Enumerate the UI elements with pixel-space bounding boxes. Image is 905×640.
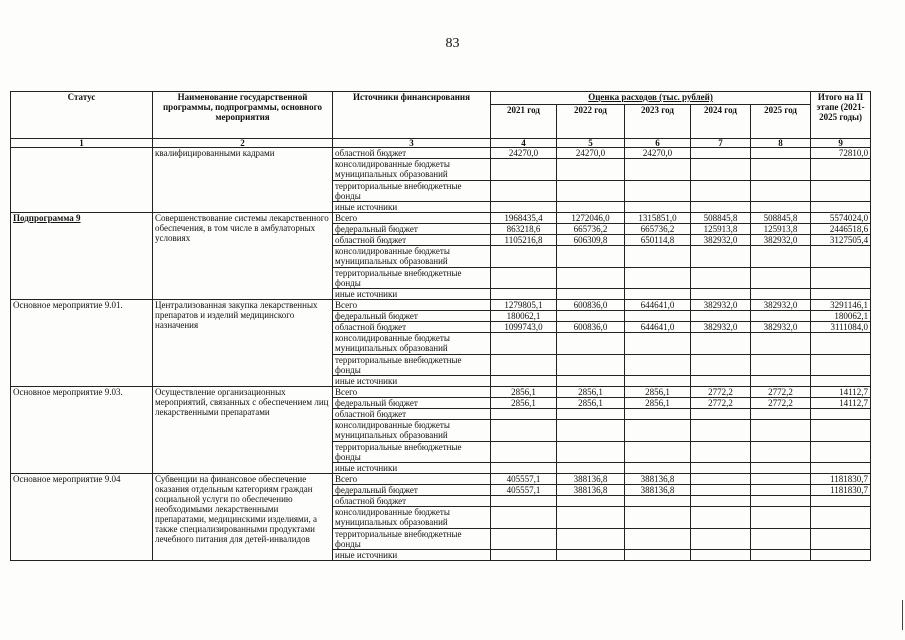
row-year-value — [491, 159, 557, 181]
row-year-value — [625, 333, 691, 355]
row-year-value — [625, 463, 691, 474]
row-year-value — [491, 529, 557, 550]
row-year-value — [751, 181, 811, 202]
row-year-value — [691, 159, 751, 181]
row-year-value: 2772,2 — [751, 387, 811, 398]
row-year-value — [751, 463, 811, 474]
row-year-value: 606309,8 — [557, 235, 625, 246]
row-year-value: 382932,0 — [751, 235, 811, 246]
row-total-value: 1181830,7 — [811, 485, 871, 496]
row-year-value — [491, 246, 557, 268]
row-year-value — [751, 442, 811, 463]
header-row-top — [11, 92, 871, 105]
row-source: областной бюджет — [333, 409, 491, 420]
row-year-value: 388136,8 — [557, 485, 625, 496]
row-year-value: 388136,8 — [625, 485, 691, 496]
row-year-value: 24270,0 — [557, 148, 625, 159]
budget-table — [10, 91, 871, 561]
row-year-value: 388136,8 — [557, 474, 625, 485]
row-year-value — [691, 507, 751, 529]
row-year-value — [625, 311, 691, 322]
row-year-value — [491, 333, 557, 355]
row-year-value — [557, 463, 625, 474]
row-source: территориальные внебюджетные фонды — [333, 181, 491, 202]
row-source: консолидированные бюджеты муниципальных образований — [333, 420, 491, 442]
page-number: 83 — [445, 36, 460, 51]
row-total-value — [811, 463, 871, 474]
row-year-value: 2772,2 — [751, 398, 811, 409]
row-year-value: 2772,2 — [691, 387, 751, 398]
row-year-value: 1315851,0 — [625, 213, 691, 224]
row-year-value — [751, 202, 811, 213]
header-year: 2021 год — [491, 105, 557, 139]
row-source: иные источники — [333, 550, 491, 561]
header-index: 4 — [491, 139, 557, 148]
row-year-value — [491, 496, 557, 507]
row-year-value — [625, 496, 691, 507]
row-total-value — [811, 409, 871, 420]
row-total-value: 14112,7 — [811, 398, 871, 409]
row-year-value — [491, 420, 557, 442]
row-year-value — [557, 550, 625, 561]
row-total-value — [811, 376, 871, 387]
row-year-value — [557, 159, 625, 181]
row-total-value — [811, 496, 871, 507]
row-year-value — [691, 246, 751, 268]
row-total-value: 14112,7 — [811, 387, 871, 398]
row-year-value — [751, 289, 811, 300]
row-year-value: 2856,1 — [625, 398, 691, 409]
row-year-value — [691, 355, 751, 376]
row-year-value — [491, 463, 557, 474]
row-status — [11, 148, 153, 213]
row-year-value: 125913,8 — [691, 224, 751, 235]
row-year-value — [491, 507, 557, 529]
header-year: 2023 год — [625, 105, 691, 139]
row-year-value — [691, 485, 751, 496]
row-year-value: 508845,8 — [691, 213, 751, 224]
row-source: иные источники — [333, 376, 491, 387]
row-total-value — [811, 507, 871, 529]
table-row — [11, 213, 871, 224]
row-year-value — [625, 529, 691, 550]
row-year-value — [557, 442, 625, 463]
row-year-value — [751, 496, 811, 507]
row-year-value — [625, 268, 691, 289]
row-total-value: 2446518,6 — [811, 224, 871, 235]
row-year-value — [751, 159, 811, 181]
row-year-value — [691, 474, 751, 485]
header-index-row — [11, 139, 871, 148]
row-year-value — [557, 181, 625, 202]
row-status: Основное мероприятие 9.04 — [11, 474, 153, 561]
row-year-value: 2856,1 — [625, 387, 691, 398]
row-total-value — [811, 181, 871, 202]
row-source: консолидированные бюджеты муниципальных образований — [333, 333, 491, 355]
row-year-value — [491, 409, 557, 420]
header-year: 2025 год — [751, 105, 811, 139]
row-year-value — [557, 311, 625, 322]
row-year-value — [491, 289, 557, 300]
row-year-value — [751, 507, 811, 529]
row-year-value — [557, 268, 625, 289]
row-year-value — [625, 159, 691, 181]
row-year-value: 1099743,0 — [491, 322, 557, 333]
row-total-value — [811, 442, 871, 463]
row-year-value — [751, 333, 811, 355]
header-index: 7 — [691, 139, 751, 148]
row-year-value — [751, 420, 811, 442]
row-year-value: 1279805,1 — [491, 300, 557, 311]
row-total-value — [811, 420, 871, 442]
row-total-value — [811, 355, 871, 376]
row-year-value — [691, 420, 751, 442]
row-year-value: 2856,1 — [557, 398, 625, 409]
row-year-value — [625, 246, 691, 268]
row-year-value — [625, 202, 691, 213]
row-year-value: 2856,1 — [491, 387, 557, 398]
row-year-value: 382932,0 — [691, 322, 751, 333]
row-name: Субвенции на финансовое обеспечение оказания отдельным категориям граждан социальной услуги по обеспечению необходимыми лекарственными препаратами, медицинскими изделиями, а также специализированными продуктами лечебного питания для детей-инвалидов — [153, 474, 333, 561]
table-row — [11, 387, 871, 398]
row-year-value: 405557,1 — [491, 474, 557, 485]
row-year-value — [625, 355, 691, 376]
row-source: иные источники — [333, 463, 491, 474]
row-year-value — [625, 376, 691, 387]
row-total-value — [811, 202, 871, 213]
row-source: Всего — [333, 474, 491, 485]
row-source: федеральный бюджет — [333, 311, 491, 322]
row-year-value: 665736,2 — [557, 224, 625, 235]
row-year-value: 1105216,8 — [491, 235, 557, 246]
row-year-value — [751, 148, 811, 159]
row-year-value: 1968435,4 — [491, 213, 557, 224]
header-index: 8 — [751, 139, 811, 148]
row-year-value: 24270,0 — [491, 148, 557, 159]
header-index: 6 — [625, 139, 691, 148]
row-total-value: 72810,0 — [811, 148, 871, 159]
row-year-value — [691, 529, 751, 550]
row-year-value — [557, 246, 625, 268]
row-year-value: 382932,0 — [691, 235, 751, 246]
row-total-value — [811, 159, 871, 181]
row-total-value — [811, 246, 871, 268]
header-year: 2024 год — [691, 105, 751, 139]
row-year-value — [691, 268, 751, 289]
row-total-value: 3127505,4 — [811, 235, 871, 246]
row-year-value: 2856,1 — [491, 398, 557, 409]
header-index: 9 — [811, 139, 871, 148]
row-source: федеральный бюджет — [333, 485, 491, 496]
row-year-value: 382932,0 — [751, 300, 811, 311]
row-total-value — [811, 333, 871, 355]
row-year-value — [557, 202, 625, 213]
row-year-value: 600836,0 — [557, 322, 625, 333]
row-year-value — [557, 507, 625, 529]
table-body — [11, 148, 871, 561]
row-source: областной бюджет — [333, 148, 491, 159]
row-year-value — [691, 311, 751, 322]
row-year-value — [557, 289, 625, 300]
row-year-value — [557, 376, 625, 387]
row-status: Подпрограмма 9 — [11, 213, 153, 300]
row-source: консолидированные бюджеты муниципальных образований — [333, 159, 491, 181]
row-year-value — [557, 420, 625, 442]
row-source: областной бюджет — [333, 235, 491, 246]
row-year-value — [557, 496, 625, 507]
row-status: Основное мероприятие 9.01. — [11, 300, 153, 387]
row-year-value — [557, 333, 625, 355]
row-total-value — [811, 529, 871, 550]
row-total-value: 1181830,7 — [811, 474, 871, 485]
row-year-value — [691, 333, 751, 355]
row-total-value — [811, 289, 871, 300]
row-total-value — [811, 268, 871, 289]
row-year-value — [491, 355, 557, 376]
row-source: иные источники — [333, 202, 491, 213]
row-source: территориальные внебюджетные фонды — [333, 268, 491, 289]
row-year-value: 650114,8 — [625, 235, 691, 246]
row-name: Осуществление организационных мероприятий, связанных с обеспечением лиц лекарственными препаратами — [153, 387, 333, 474]
row-year-value: 382932,0 — [691, 300, 751, 311]
row-name: Централизованная закупка лекарственных препаратов и изделий медицинского назначения — [153, 300, 333, 387]
row-name: Совершенствование системы лекарственного обеспечения, в том числе в амбулаторных условиях — [153, 213, 333, 300]
row-total-value — [811, 550, 871, 561]
row-source: областной бюджет — [333, 322, 491, 333]
row-source: консолидированные бюджеты муниципальных образований — [333, 507, 491, 529]
row-year-value — [691, 289, 751, 300]
row-year-value — [751, 311, 811, 322]
row-year-value: 600836,0 — [557, 300, 625, 311]
row-total-value: 180062,1 — [811, 311, 871, 322]
row-year-value: 24270,0 — [625, 148, 691, 159]
row-source: консолидированные бюджеты муниципальных образований — [333, 246, 491, 268]
row-source: территориальные внебюджетные фонды — [333, 442, 491, 463]
header-index: 3 — [333, 139, 491, 148]
row-year-value: 644641,0 — [625, 300, 691, 311]
row-year-value — [691, 181, 751, 202]
row-year-value: 508845,8 — [751, 213, 811, 224]
row-source: Всего — [333, 387, 491, 398]
row-year-value: 2856,1 — [557, 387, 625, 398]
header-index: 5 — [557, 139, 625, 148]
row-year-value — [751, 550, 811, 561]
table-row — [11, 148, 871, 159]
row-year-value — [691, 463, 751, 474]
row-year-value — [625, 442, 691, 463]
row-year-value — [751, 268, 811, 289]
header-year: 2022 год — [557, 105, 625, 139]
header-estimate: Оценка расходов (тыс. рублей) — [491, 92, 811, 105]
row-year-value — [557, 355, 625, 376]
row-year-value — [751, 474, 811, 485]
row-year-value — [491, 442, 557, 463]
row-year-value — [557, 409, 625, 420]
row-year-value — [691, 442, 751, 463]
row-year-value — [491, 181, 557, 202]
row-year-value — [751, 529, 811, 550]
row-year-value — [751, 376, 811, 387]
header-index: 1 — [11, 139, 153, 148]
row-year-value — [625, 550, 691, 561]
row-year-value: 665736,2 — [625, 224, 691, 235]
row-source: федеральный бюджет — [333, 398, 491, 409]
row-source: областной бюджет — [333, 496, 491, 507]
header-index: 2 — [153, 139, 333, 148]
row-source: Всего — [333, 300, 491, 311]
row-source: территориальные внебюджетные фонды — [333, 529, 491, 550]
header-total: Итого на II этапе (2021-2025 годы) — [811, 92, 871, 139]
row-year-value: 180062,1 — [491, 311, 557, 322]
row-year-value — [625, 507, 691, 529]
header-source: Источники финансирования — [333, 92, 491, 139]
row-year-value — [691, 496, 751, 507]
table-row — [11, 300, 871, 311]
row-total-value: 3291146,1 — [811, 300, 871, 311]
row-total-value: 3111084,0 — [811, 322, 871, 333]
row-year-value — [491, 376, 557, 387]
row-year-value — [751, 246, 811, 268]
row-year-value: 863218,6 — [491, 224, 557, 235]
header-name: Наименование государственной программы, подпрограммы, основного мероприятия — [153, 92, 333, 139]
row-year-value: 405557,1 — [491, 485, 557, 496]
table-row — [11, 474, 871, 485]
row-year-value — [751, 409, 811, 420]
row-year-value: 382932,0 — [751, 322, 811, 333]
row-year-value — [691, 550, 751, 561]
row-year-value: 644641,0 — [625, 322, 691, 333]
row-source: федеральный бюджет — [333, 224, 491, 235]
row-source: Всего — [333, 213, 491, 224]
row-year-value — [491, 202, 557, 213]
row-year-value — [491, 550, 557, 561]
row-year-value — [491, 268, 557, 289]
row-year-value: 388136,8 — [625, 474, 691, 485]
row-year-value — [625, 181, 691, 202]
row-year-value — [751, 355, 811, 376]
row-name: квалифицированными кадрами — [153, 148, 333, 213]
row-year-value — [625, 409, 691, 420]
row-status: Основное мероприятие 9.03. — [11, 387, 153, 474]
row-year-value — [691, 148, 751, 159]
row-year-value — [691, 409, 751, 420]
row-year-value — [625, 289, 691, 300]
row-source: территориальные внебюджетные фонды — [333, 355, 491, 376]
header-status: Статус — [11, 92, 153, 139]
row-year-value: 125913,8 — [751, 224, 811, 235]
row-year-value — [751, 485, 811, 496]
row-year-value: 1272046,0 — [557, 213, 625, 224]
row-year-value — [625, 420, 691, 442]
row-source: иные источники — [333, 289, 491, 300]
row-year-value — [691, 376, 751, 387]
row-year-value: 2772,2 — [691, 398, 751, 409]
row-year-value — [691, 202, 751, 213]
row-year-value — [557, 529, 625, 550]
row-total-value: 5574024,0 — [811, 213, 871, 224]
